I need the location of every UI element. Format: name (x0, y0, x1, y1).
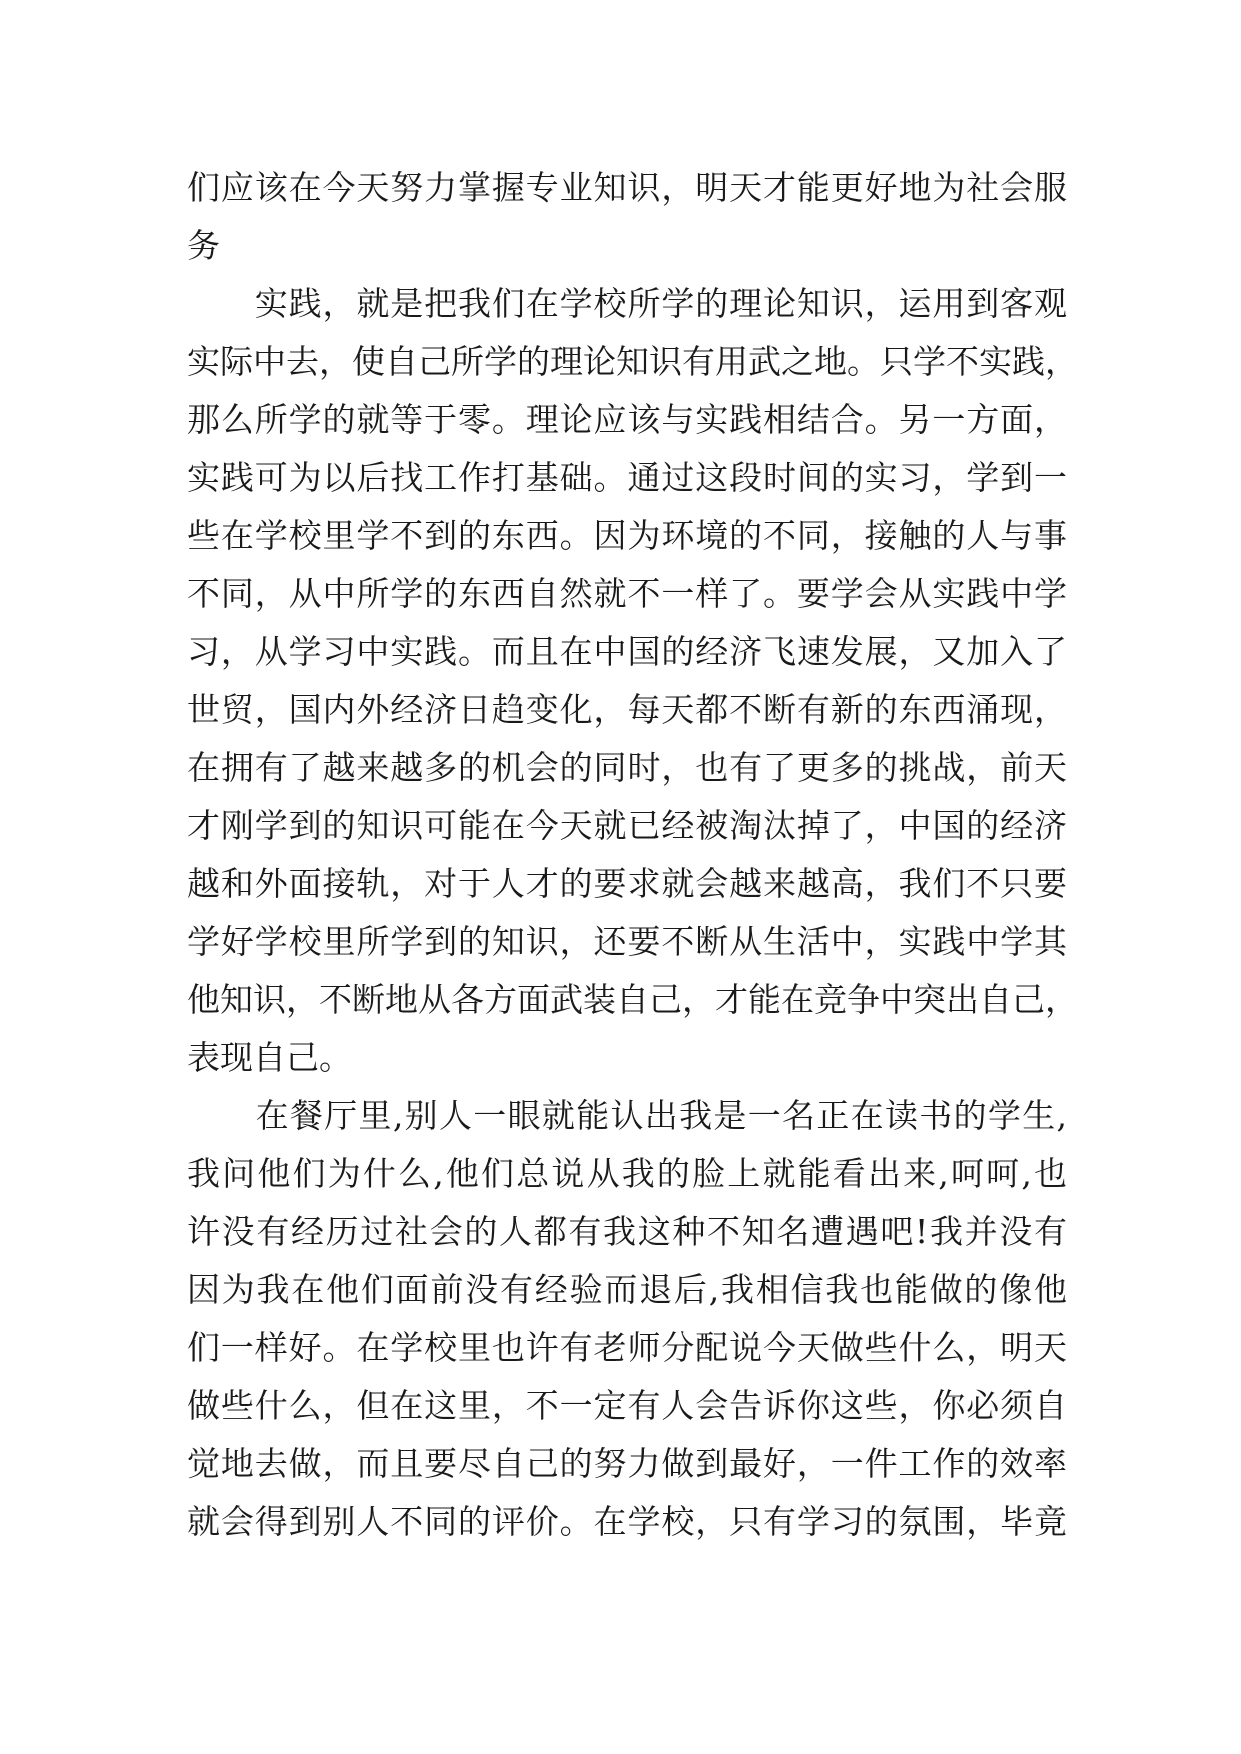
text-line: 些在学校里学不到的东西。因为环境的不同，接触的人与事 (187, 516, 1067, 555)
text-line: 们应该在今天努力掌握专业知识，明天才能更好地为社会服 (187, 168, 1067, 207)
text-line: 觉地去做，而且要尽自己的努力做到最好，一件工作的效率 (187, 1444, 1067, 1483)
text-line: 那么所学的就等于零。理论应该与实践相结合。另一方面， (187, 400, 1067, 439)
text-line: 在拥有了越来越多的机会的同时，也有了更多的挑战，前天 (187, 748, 1067, 787)
text-line: 做些什么，但在这里，不一定有人会告诉你这些，你必须自 (187, 1386, 1067, 1425)
text-line: 越和外面接轨，对于人才的要求就会越来越高，我们不只要 (187, 864, 1067, 903)
text-line: 实际中去，使自己所学的理论知识有用武之地。只学不实践， (187, 342, 1078, 381)
text-line: 在餐厅里,别人一眼就能认出我是一名正在读书的学生, (187, 1096, 1067, 1135)
text-line: 他知识，不断地从各方面武装自己，才能在竞争中突出自己， (187, 980, 1078, 1019)
text-line: 我问他们为什么,他们总说从我的脸上就能看出来,呵呵,也 (187, 1154, 1067, 1193)
text-line: 因为我在他们面前没有经验而退后,我相信我也能做的像他 (187, 1270, 1067, 1309)
text-line: 才刚学到的知识可能在今天就已经被淘汰掉了，中国的经济 (187, 806, 1067, 845)
text-line: 世贸，国内外经济日趋变化，每天都不断有新的东西涌现， (187, 690, 1067, 729)
text-line: 不同，从中所学的东西自然就不一样了。要学会从实践中学 (187, 574, 1067, 613)
text-line: 实践可为以后找工作打基础。通过这段时间的实习，学到一 (187, 458, 1067, 497)
text-line: 们一样好。在学校里也许有老师分配说今天做些什么，明天 (187, 1328, 1067, 1367)
text-line: 习，从学习中实践。而且在中国的经济飞速发展，又加入了 (187, 632, 1067, 671)
text-line: 许没有经历过社会的人都有我这种不知名遭遇吧!我并没有 (187, 1212, 1067, 1251)
text-line: 就会得到别人不同的评价。在学校，只有学习的氛围，毕竟 (187, 1502, 1067, 1541)
text-line: 学好学校里所学到的知识，还要不断从生活中，实践中学其 (187, 922, 1067, 961)
body-text (187, 159, 1078, 1551)
text-line: 实践，就是把我们在学校所学的理论知识，运用到客观 (187, 284, 1067, 323)
text-line: 表现自己。 (187, 1038, 352, 1077)
text-line: 务 (187, 226, 220, 265)
